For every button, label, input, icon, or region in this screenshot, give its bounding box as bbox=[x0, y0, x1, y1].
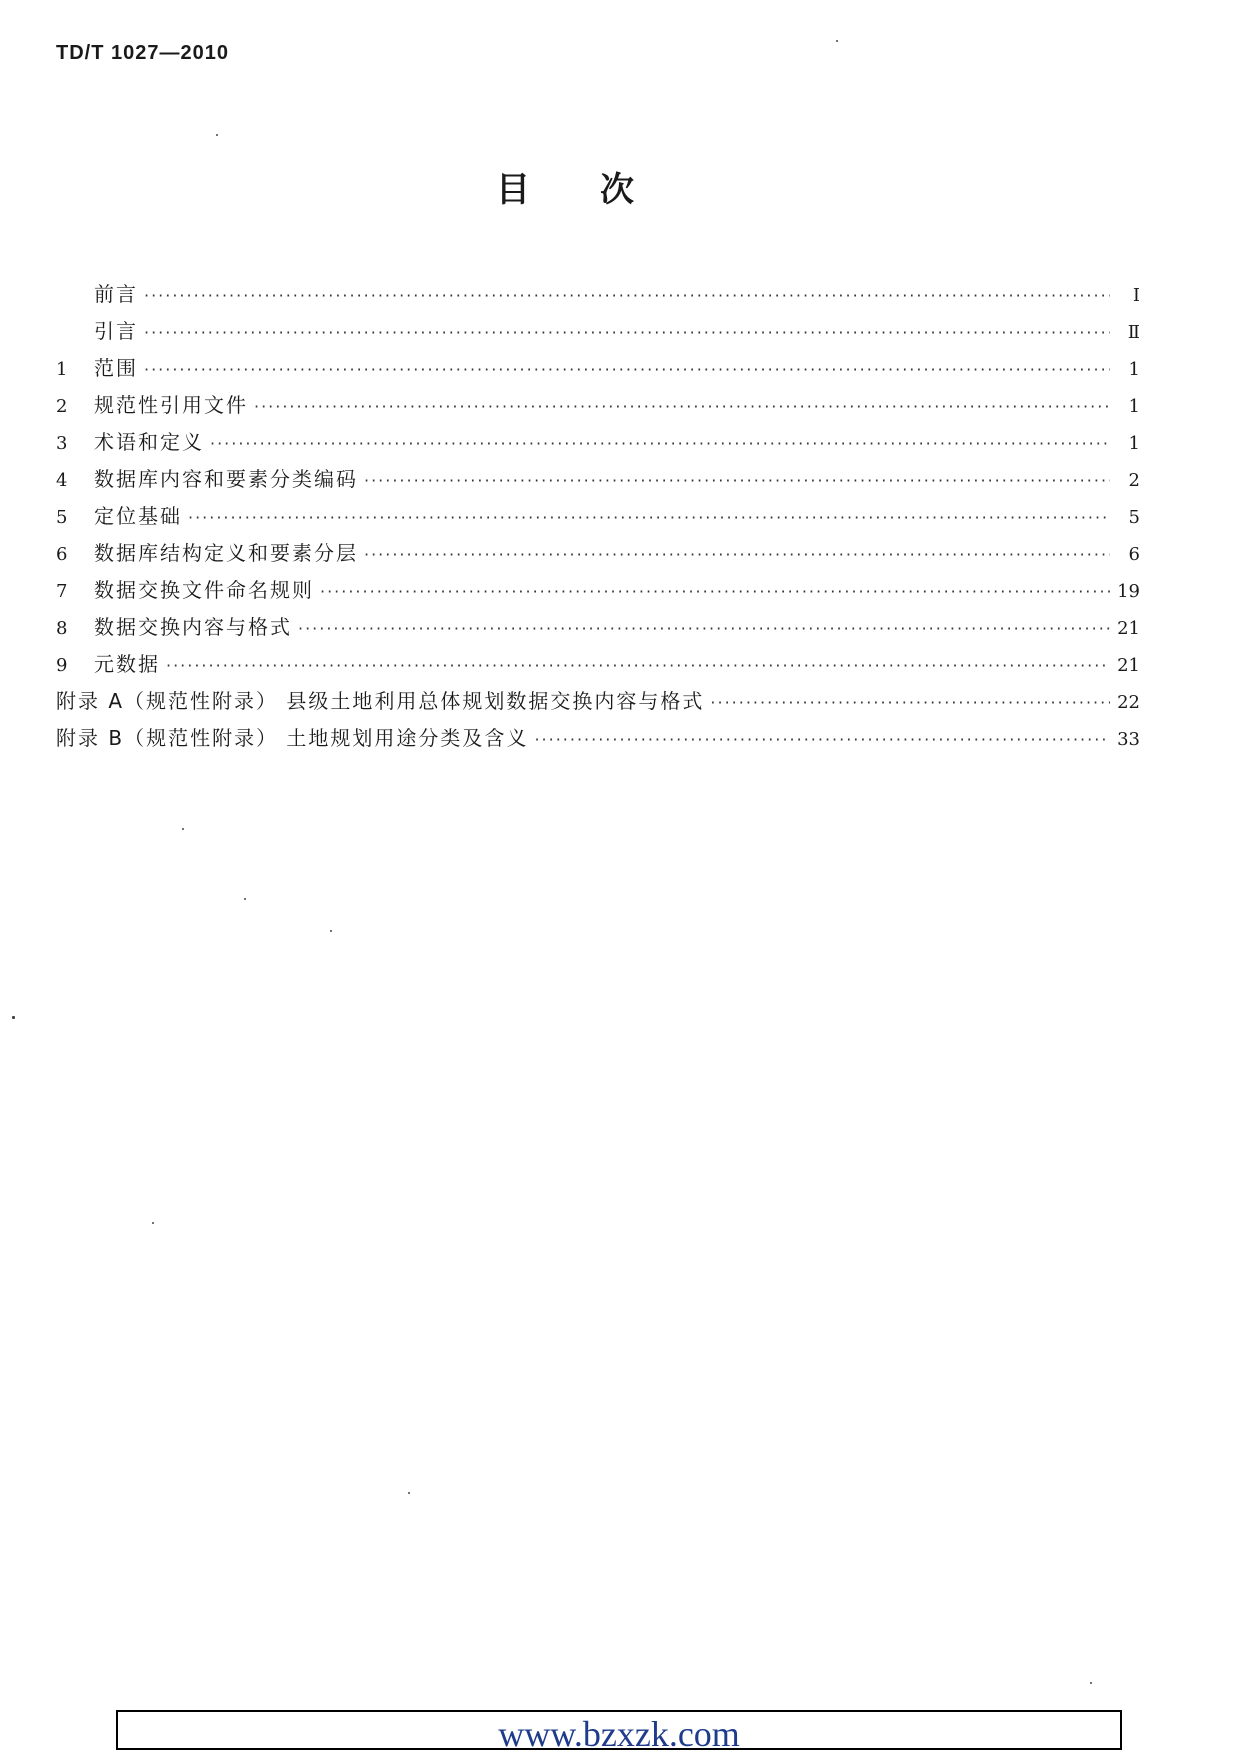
toc-entry-page: 6 bbox=[1128, 544, 1140, 565]
toc-entry-title: 引言 bbox=[94, 319, 138, 343]
toc-entry-title: 元数据 bbox=[94, 652, 160, 676]
toc-entry-title: 附录 B（规范性附录） 土地规划用途分类及含义 bbox=[56, 726, 529, 750]
toc-entry-number: 5 bbox=[56, 507, 68, 528]
toc-entry-foreword[interactable] bbox=[56, 278, 1140, 315]
toc-leader-dots bbox=[534, 730, 1110, 749]
standard-code: TD/T 1027—2010 bbox=[56, 42, 229, 64]
toc-entry-title: 附录 A（规范性附录） 县级土地利用总体规划数据交换内容与格式 bbox=[56, 689, 705, 713]
footer-url[interactable]: www.bzxzk.com bbox=[498, 1714, 740, 1754]
toc-entry-appendix-b[interactable] bbox=[56, 722, 1140, 759]
toc-leader-dots bbox=[710, 693, 1110, 712]
footer-watermark-box bbox=[116, 1710, 1122, 1754]
toc-entry-number: 6 bbox=[56, 544, 68, 565]
toc-entry-page: 1 bbox=[1128, 396, 1140, 417]
toc-leader-dots bbox=[144, 323, 1110, 342]
toc-entry-number: 1 bbox=[56, 359, 68, 380]
toc-entry-6[interactable] bbox=[56, 537, 1140, 574]
scan-speck bbox=[152, 1222, 154, 1224]
toc-entry-page: 33 bbox=[1117, 729, 1140, 750]
toc-leader-dots bbox=[364, 545, 1110, 564]
toc-entry-page: 22 bbox=[1117, 692, 1140, 713]
scan-speck bbox=[216, 134, 218, 136]
toc-entry-title: 数据库结构定义和要素分层 bbox=[94, 541, 358, 565]
toc-leader-dots bbox=[166, 656, 1110, 675]
toc-entry-page: 1 bbox=[1128, 433, 1140, 454]
toc-entry-page: 5 bbox=[1128, 507, 1140, 528]
toc-entry-2[interactable] bbox=[56, 389, 1140, 426]
toc-entry-title: 定位基础 bbox=[94, 504, 182, 528]
toc-entry-appendix-a[interactable] bbox=[56, 685, 1140, 722]
toc-entry-8[interactable] bbox=[56, 611, 1140, 648]
page-title: 目次 bbox=[496, 170, 704, 210]
toc-entry-5[interactable] bbox=[56, 500, 1140, 537]
toc-entry-9[interactable] bbox=[56, 648, 1140, 685]
scan-speck bbox=[330, 930, 332, 932]
toc-leader-dots bbox=[364, 471, 1110, 490]
toc-entry-title: 规范性引用文件 bbox=[94, 393, 248, 417]
scan-speck bbox=[408, 1492, 410, 1494]
toc-leader-dots bbox=[210, 434, 1110, 453]
toc-leader-dots bbox=[320, 582, 1110, 601]
toc-entry-page: 2 bbox=[1128, 470, 1140, 491]
toc-entry-introduction[interactable] bbox=[56, 315, 1140, 352]
toc-entry-title: 数据库内容和要素分类编码 bbox=[94, 467, 358, 491]
toc-leader-dots bbox=[188, 508, 1110, 527]
toc-entry-title: 数据交换文件命名规则 bbox=[94, 578, 314, 602]
toc-entry-number: 7 bbox=[56, 581, 68, 602]
toc-leader-dots bbox=[254, 397, 1110, 416]
scan-speck bbox=[182, 828, 184, 830]
toc-entry-page: Ⅱ bbox=[1127, 322, 1140, 343]
toc-leader-dots bbox=[144, 360, 1110, 379]
toc-entry-number: 3 bbox=[56, 433, 68, 454]
toc-entry-page: 19 bbox=[1117, 581, 1140, 602]
table-of-contents bbox=[56, 278, 1140, 759]
toc-entry-number: 4 bbox=[56, 470, 68, 491]
toc-entry-page: 21 bbox=[1117, 618, 1140, 639]
scan-speck bbox=[12, 1016, 15, 1019]
toc-entry-number: 9 bbox=[56, 655, 68, 676]
toc-entry-7[interactable] bbox=[56, 574, 1140, 611]
toc-entry-number: 8 bbox=[56, 618, 68, 639]
toc-entry-page: Ⅰ bbox=[1132, 285, 1140, 306]
scan-speck bbox=[244, 898, 246, 900]
toc-entry-title: 术语和定义 bbox=[94, 430, 204, 454]
toc-entry-page: 21 bbox=[1117, 655, 1140, 676]
toc-entry-3[interactable] bbox=[56, 426, 1140, 463]
toc-entry-4[interactable] bbox=[56, 463, 1140, 500]
toc-entry-page: 1 bbox=[1128, 359, 1140, 380]
toc-entry-title: 数据交换内容与格式 bbox=[94, 615, 292, 639]
toc-entry-number: 2 bbox=[56, 396, 68, 417]
toc-entry-title: 前言 bbox=[94, 282, 138, 306]
toc-entry-1[interactable] bbox=[56, 352, 1140, 389]
toc-leader-dots bbox=[144, 286, 1110, 305]
toc-leader-dots bbox=[298, 619, 1110, 638]
scan-speck bbox=[1090, 1682, 1092, 1684]
toc-entry-title: 范围 bbox=[94, 356, 138, 380]
scan-speck bbox=[836, 40, 838, 42]
